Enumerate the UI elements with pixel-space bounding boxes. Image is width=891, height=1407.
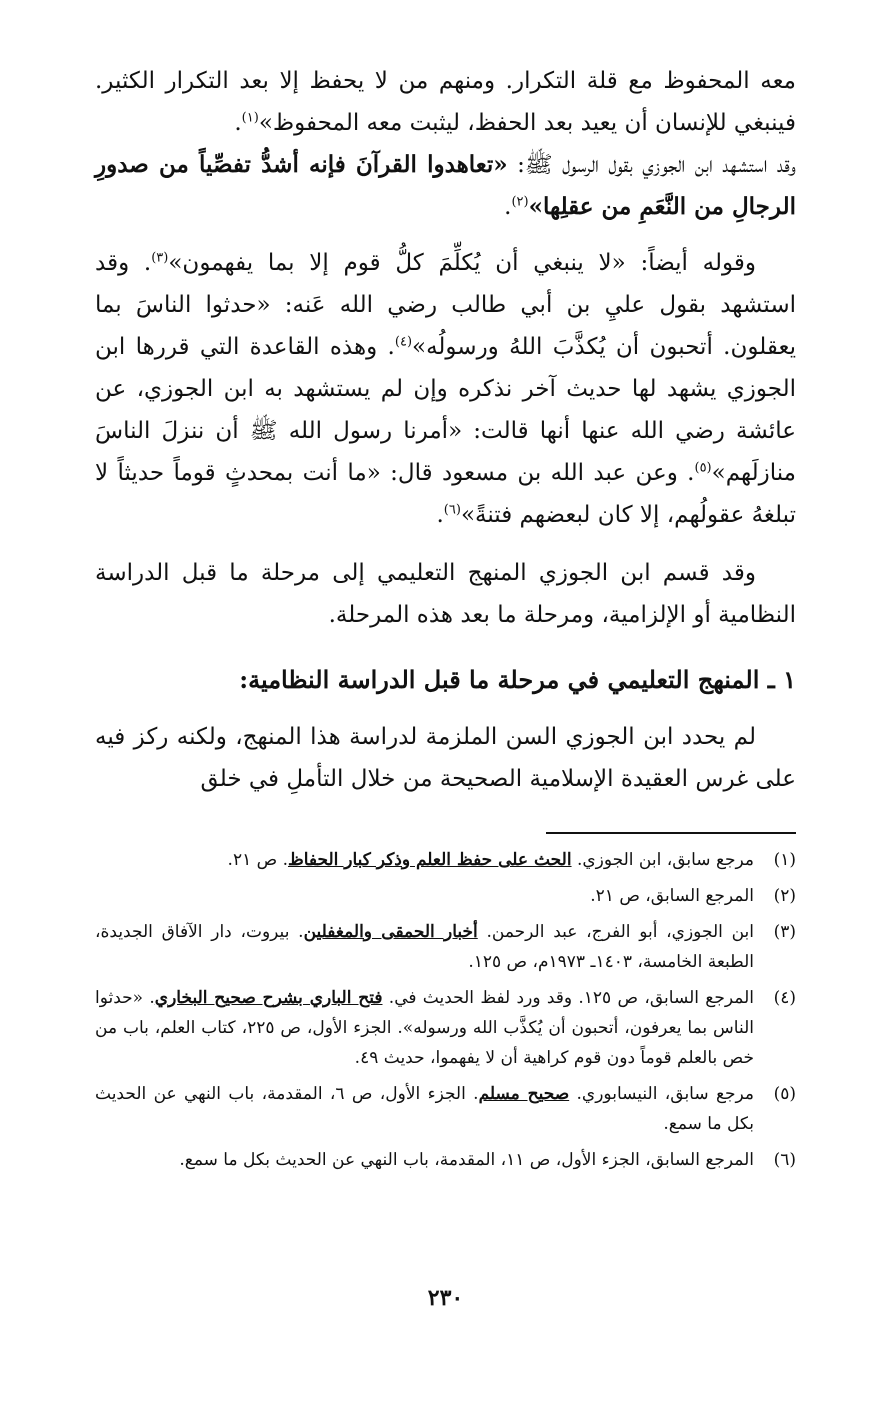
footnote-post: . الجزء الأول، ص ٦، المقدمة، باب النهي عن الحديث بكل ما سمع. bbox=[95, 1084, 754, 1134]
footnote-number: (٣) bbox=[773, 922, 796, 942]
paragraph-4 bbox=[95, 552, 796, 636]
footnote-number: (٦) bbox=[773, 1150, 796, 1170]
paragraph-4-text: وقد قسم ابن الجوزي المنهج التعليمي إلى مرحلة ما قبل الدراسة النظامية أو الإلزامية، ومرحلة ما بعد هذه المرحلة. bbox=[95, 560, 796, 628]
footnote-ref-4[interactable]: (٤) bbox=[394, 334, 413, 350]
page-body bbox=[95, 60, 796, 800]
footnote-pre: المرجع السابق، ص ٢١. bbox=[590, 886, 754, 906]
footnotes-section bbox=[95, 845, 796, 1181]
footnote-ref-2[interactable]: (٢) bbox=[511, 194, 529, 210]
footnote-post: . ص ٢١. bbox=[227, 850, 288, 870]
paragraph-3-part-3: . وهذه القاعدة التي قررها ابن الجوزي يشهد لها حديث آخر نذكره وإن لم يستشهد به ابن الجوزي، عن عائشة رضي الله عنها أنها قالت: «أمرنا رسول الله ﷺ أن ننزلَ الناسَ منازلَهم» bbox=[95, 334, 796, 486]
paragraph-2 bbox=[95, 144, 796, 228]
footnote-pre: ابن الجوزي، أبو الفرج، عبد الرحمن. bbox=[477, 922, 754, 942]
paragraph-2-end: . bbox=[504, 194, 512, 220]
footnote-ref-1[interactable]: (١) bbox=[241, 110, 259, 126]
footnote-4 bbox=[95, 983, 796, 1073]
footnote-ref-5[interactable]: (٥) bbox=[694, 460, 712, 476]
footnote-3 bbox=[95, 917, 796, 977]
footnote-pre: المرجع السابق، الجزء الأول، ص ١١، المقدمة، باب النهي عن الحديث بكل ما سمع. bbox=[179, 1150, 754, 1170]
footnote-5 bbox=[95, 1079, 796, 1139]
footnote-text bbox=[95, 983, 754, 1073]
footnote-text bbox=[95, 881, 754, 911]
footnote-number: (٥) bbox=[773, 1084, 796, 1104]
paragraph-1 bbox=[95, 60, 796, 144]
footnote-number: (٢) bbox=[773, 886, 796, 906]
paragraph-3-part-2: . وقد استشهد بقول عليِ بن أبي طالب رضي الله عَنه: «حدثوا الناسَ بما يعقلون. أتحبون أن يُكذَّبَ اللهُ ورسولُه» bbox=[95, 250, 796, 360]
footnote-divider bbox=[546, 832, 796, 834]
footnote-text bbox=[95, 1145, 754, 1175]
paragraph-1-text: معه المحفوظ مع قلة التكرار. ومنهم من لا يحفظ إلا بعد التكرار الكثير. فينبغي للإنسان أن يعيد بعد الحفظ، ليثبت معه المحفوظ» bbox=[95, 68, 796, 136]
footnote-2 bbox=[95, 881, 796, 911]
page-number: ٢٣٠ bbox=[427, 1285, 464, 1311]
footnote-text bbox=[95, 917, 754, 977]
hadith-quote-1: «تعاهدوا القرآنَ فإنه أشدُّ تفصِّياً من صدورِ الرجالِ من النَّعَمِ من عقلِها» bbox=[95, 151, 796, 220]
paragraph-3-part-4: . وعن عبد الله بن مسعود قال: «ما أنت بمحدثٍ قوماً حديثاً لا تبلغهُ عقولُهم، إلا كان لبعضهم فتنةً» bbox=[95, 460, 796, 528]
footnote-book-title: الحث على حفظ العلم وذكر كبار الحفاظ bbox=[287, 850, 572, 870]
footnote-book-title: فتح الباري بشرح صحيح البخاري bbox=[154, 988, 383, 1008]
footnote-ref-3[interactable]: (٣) bbox=[151, 250, 169, 266]
footnote-number: (١) bbox=[773, 850, 796, 870]
footnote-ref-6[interactable]: (٦) bbox=[443, 502, 461, 518]
footnote-post: . «حدثوا الناس بما يعرفون، أتحبون أن يُكذَّب الله ورسوله». الجزء الأول، ص ٢٢٥، كتاب العلم، باب من خص بالعلم قوماً دون قوم كراهية أن لا يفهموا، حديث ٤٩. bbox=[95, 988, 754, 1068]
paragraph-3-part-1: وقوله أيضاً: «لا ينبغي أن يُكلِّمَ كلُّ قوم إلا بما يفهمون» bbox=[168, 250, 756, 276]
footnote-pre: المرجع السابق، ص ١٢٥. وقد ورد لفظ الحديث في. bbox=[382, 988, 754, 1008]
paragraph-5 bbox=[95, 716, 796, 800]
section-heading: ١ ـ المنهج التعليمي في مرحلة ما قبل الدراسة النظامية: bbox=[239, 665, 796, 694]
footnote-book-title: أخبار الحمقى والمغفلين bbox=[303, 922, 478, 942]
paragraph-5-text: لم يحدد ابن الجوزي السن الملزمة لدراسة هذا المنهج، ولكنه ركز فيه على غرس العقيدة الإسلامية الصحيحة من خلال التأملِ في خلق bbox=[95, 724, 796, 792]
paragraph-3-end: . bbox=[436, 502, 444, 528]
footnote-post: . بيروت، دار الآفاق الجديدة، الطبعة الخامسة، ١٤٠٣ـ ١٩٧٣م، ص ١٢٥. bbox=[95, 922, 754, 972]
paragraph-2-intro: وقد استشهد ابن الجوزي بقول الرسول ﷺ: bbox=[507, 152, 797, 178]
footnote-pre: مرجع سابق، ابن الجوزي. bbox=[571, 850, 754, 870]
footnote-book-title: صحيح مسلم bbox=[478, 1084, 570, 1104]
footnote-1 bbox=[95, 845, 796, 875]
footnote-6 bbox=[95, 1145, 796, 1175]
footnote-number: (٤) bbox=[773, 988, 796, 1008]
paragraph-3 bbox=[95, 242, 796, 536]
footnote-text bbox=[95, 845, 754, 875]
footnote-text bbox=[95, 1079, 754, 1139]
footnote-pre: مرجع سابق، النيسابوري. bbox=[569, 1084, 754, 1104]
paragraph-1-end: . bbox=[234, 110, 242, 136]
